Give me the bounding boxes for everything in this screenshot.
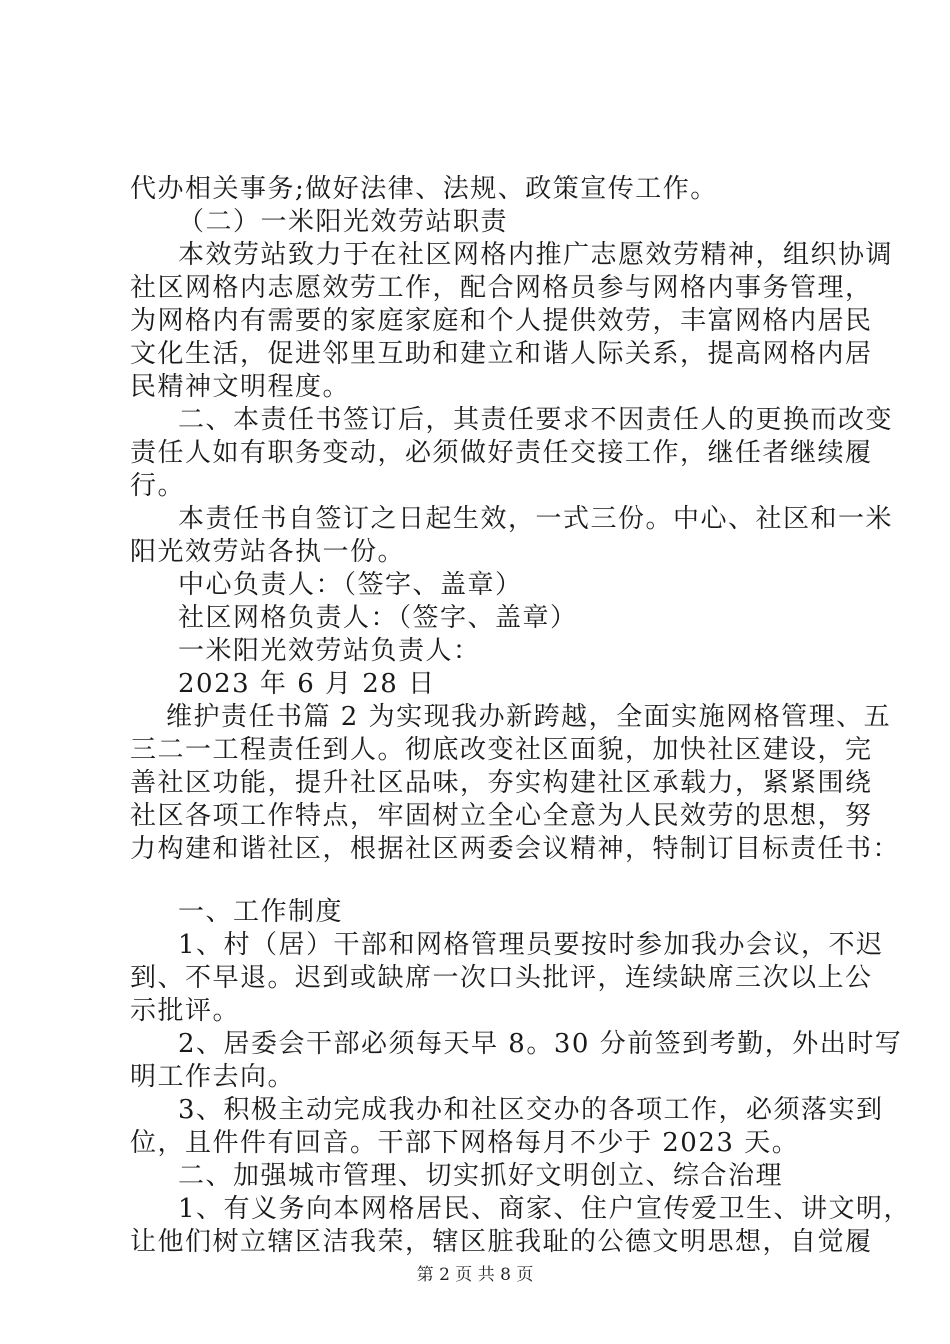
text-line: 三二一工程责任到人。彻底改变社区面貌，加快社区建设，完 <box>130 735 873 765</box>
text-line: 为网格内有需要的家庭家庭和个人提供效劳，丰富网格内居民 <box>130 306 873 336</box>
text-line: 社区网格内志愿效劳工作，配合网格员参与网格内事务管理， <box>130 273 873 303</box>
text-line: 1、有义务向本网格居民、商家、住户宣传爱卫生、讲文明， <box>178 1194 912 1224</box>
text-line: 本责任书自签订之日起生效，一式三份。中心、社区和一米 <box>178 504 894 534</box>
section-heading: 二、加强城市管理、切实抓好文明创立、综合治理 <box>178 1161 784 1191</box>
signature-line-station: 一米阳光效劳站负责人： <box>178 636 481 666</box>
text-line: 社区各项工作特点，牢固树立全心全意为人民效劳的思想，努 <box>130 801 873 831</box>
text-line: 文化生活，促进邻里互助和建立和谐人际关系，提高网格内居 <box>130 339 873 369</box>
text-line: 善社区功能，提升社区品味，夯实构建社区承载力，紧紧围绕 <box>130 768 873 798</box>
signature-line-community: 社区网格负责人：（签字、盖章） <box>178 603 578 633</box>
text-line: 位，且件件有回音。干部下网格每月不少于 2023 天。 <box>130 1128 800 1158</box>
text-line: 3、积极主动完成我办和社区交办的各项工作，必须落实到 <box>178 1095 884 1125</box>
document-date: 2023 年 6 月 28 日 <box>178 669 436 699</box>
text-line: 二、本责任书签订后，其责任要求不因责任人的更换而改变 <box>178 405 894 435</box>
text-line: 行。 <box>130 471 186 501</box>
text-line: 维护责任书篇 2 为实现我办新跨越，全面实施网格管理、五 <box>166 702 892 732</box>
text-line: 1、村（居）干部和网格管理员要按时参加我办会议，不迟 <box>178 930 884 960</box>
text-line: 让他们树立辖区洁我荣，辖区脏我耻的公德文明思想，自觉履 <box>130 1227 873 1257</box>
text-line: 到、不早退。迟到或缺席一次口头批评，连续缺席三次以上公 <box>130 963 873 993</box>
text-line: 责任人如有职务变动，必须做好责任交接工作，继任者继续履 <box>130 438 873 468</box>
signature-line-center: 中心负责人：（签字、盖章） <box>178 570 523 600</box>
text-line: 民精神文明程度。 <box>130 372 351 402</box>
text-line: 本效劳站致力于在社区网格内推广志愿效劳精神，组织协调 <box>178 240 894 270</box>
text-line: 明工作去向。 <box>130 1062 296 1092</box>
section-heading: 一、工作制度 <box>178 897 344 927</box>
section-heading: （二）一米阳光效劳站职责 <box>178 207 509 237</box>
text-line: 阳光效劳站各执一份。 <box>130 537 406 567</box>
text-line: 2、居委会干部必须每天早 8。30 分前签到考勤，外出时写 <box>178 1029 903 1059</box>
text-line: 力构建和谐社区，根据社区两委会议精神，特制订目标责任书： <box>130 834 901 864</box>
page-footer: 第 2 页 共 8 页 <box>416 1265 534 1285</box>
text-line: 示批评。 <box>130 996 241 1026</box>
text-line: 代办相关事务;做好法律、法规、政策宣传工作。 <box>130 174 718 204</box>
